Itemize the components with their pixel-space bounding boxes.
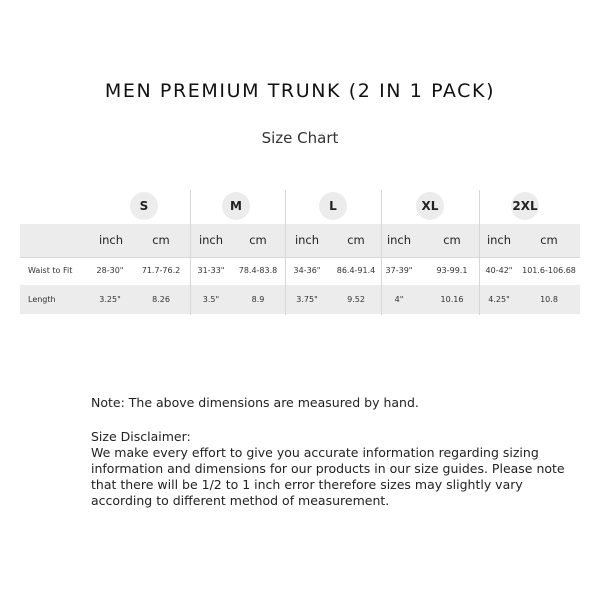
size-header-m: M	[222, 192, 250, 220]
unit-cm-2xl: cm	[540, 233, 558, 247]
waist-2xl-inch: 40-42"	[485, 266, 513, 275]
unit-inch-s: inch	[98, 233, 124, 247]
unit-inch-m: inch	[198, 233, 224, 247]
length-row-label: Length	[28, 295, 56, 304]
page-title: MEN PREMIUM TRUNK (2 IN 1 PACK)	[104, 80, 496, 102]
unit-inch-l: inch	[294, 233, 320, 247]
disclaimer-heading: Size Disclaimer:	[91, 429, 191, 444]
size-header-l: L	[319, 192, 347, 220]
waist-s-cm: 71.7-76.2	[141, 266, 181, 275]
size-header-xl: XL	[416, 192, 444, 220]
waist-l-inch: 34-36"	[293, 266, 321, 275]
length-m-cm: 8.9	[251, 295, 265, 304]
waist-xl-cm: 93-99.1	[436, 266, 468, 275]
length-l-inch: 3.75"	[296, 295, 318, 304]
waist-2xl-cm: 101.6-106.68	[522, 266, 576, 275]
length-l-cm: 9.52	[347, 295, 365, 304]
length-s-inch: 3.25"	[99, 295, 121, 304]
waist-row-label: Waist to Fit	[28, 266, 73, 275]
length-2xl-inch: 4.25"	[488, 295, 510, 304]
size-chart-subtitle: Size Chart	[261, 129, 339, 147]
disclaimer-text: We make every effort to give you accurate information regarding sizing information and dimensions for our products in our size guides. Please note that there will be 1/2 to 1 inch error therefore sizes may slightly vary according to different method of measurement.	[91, 445, 565, 508]
unit-cm-m: cm	[249, 233, 267, 247]
waist-m-inch: 31-33"	[197, 266, 225, 275]
waist-s-inch: 28-30"	[96, 266, 124, 275]
length-m-inch: 3.5"	[202, 295, 220, 304]
measurement-note: Note: The above dimensions are measured by hand.	[91, 395, 419, 410]
waist-xl-inch: 37-39"	[385, 266, 413, 275]
length-2xl-cm: 10.8	[540, 295, 558, 304]
unit-cm-s: cm	[152, 233, 170, 247]
length-xl-inch: 4"	[394, 295, 404, 304]
size-header-s: S	[130, 192, 158, 220]
waist-m-cm: 78.4-83.8	[238, 266, 278, 275]
unit-inch-2xl: inch	[486, 233, 512, 247]
unit-cm-xl: cm	[443, 233, 461, 247]
length-xl-cm: 10.16	[440, 295, 464, 304]
length-s-cm: 8.26	[152, 295, 170, 304]
unit-cm-l: cm	[347, 233, 365, 247]
waist-l-cm: 86.4-91.4	[336, 266, 376, 275]
size-header-2xl: 2XL	[511, 192, 539, 220]
unit-inch-xl: inch	[386, 233, 412, 247]
